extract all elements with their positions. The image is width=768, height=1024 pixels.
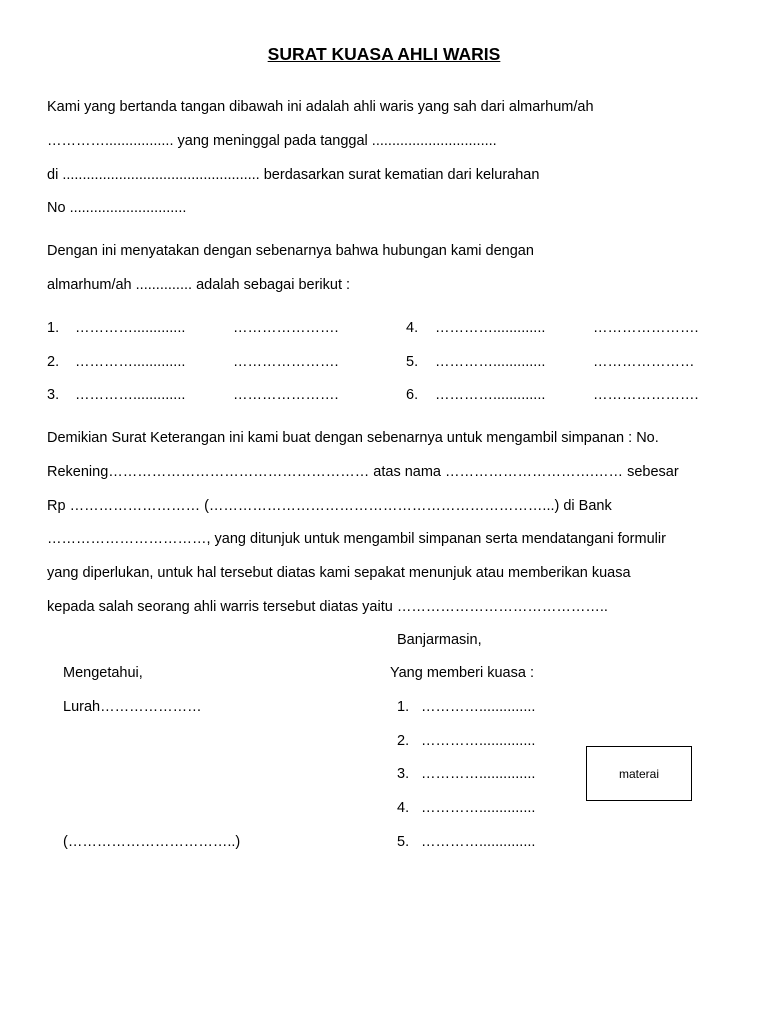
grantor-signature-line: …………..............: [421, 733, 536, 749]
paragraph2-line-2: almarhum/ah .............. adalah sebagai berikut :: [47, 277, 351, 293]
heir-name: ………….............: [75, 354, 186, 370]
heir-name: ………….............: [435, 320, 546, 336]
acknowledged-label: Mengetahui,: [63, 665, 143, 681]
paragraph1-line-2: …………................. yang meninggal pada tanggal ...............................: [47, 133, 497, 149]
heir-number: 5.: [406, 354, 419, 370]
heir-name: ………….............: [435, 387, 546, 403]
stamp-box: [586, 746, 692, 801]
grantor-label: Yang memberi kuasa :: [390, 665, 534, 681]
heir-number: 4.: [406, 320, 419, 336]
grantor-number: 1.: [397, 699, 410, 715]
grantor-signature-line: …………..............: [421, 834, 536, 850]
heir-number: 2.: [47, 354, 60, 370]
grantor-number: 3.: [397, 766, 410, 782]
paragraph3-line-5: yang diperlukan, untuk hal tersebut diatas kami sepakat menunjuk atau memberikan kuasa: [47, 565, 631, 581]
heir-number: 1.: [47, 320, 60, 336]
lurah-signature-line: (……………………………..): [63, 834, 241, 850]
grantor-number: 4.: [397, 800, 410, 816]
heir-relation: ………………….: [233, 354, 339, 370]
heir-relation: ………………….: [593, 320, 699, 336]
heir-name: ………….............: [75, 387, 186, 403]
grantor-number: 5.: [397, 834, 410, 850]
heir-name: ………….............: [75, 320, 186, 336]
paragraph1-line-4: No .............................: [47, 200, 187, 216]
paragraph1-line-1: Kami yang bertanda tangan dibawah ini adalah ahli waris yang sah dari almarhum/ah: [47, 99, 594, 115]
lurah-label: Lurah…………………: [63, 699, 202, 715]
heir-relation: ………………….: [233, 387, 339, 403]
paragraph3-line-3: Rp ……………………… (……………………………………………………………...) di Bank: [47, 498, 612, 514]
heir-relation: ………………….: [233, 320, 339, 336]
grantor-signature-line: …………..............: [421, 699, 536, 715]
paragraph1-line-3: di ................................................. berdasarkan surat kematian dari kelurahan: [47, 167, 540, 183]
grantor-signature-line: …………..............: [421, 800, 536, 816]
paragraph3-line-2: Rekening……………………………………………… atas nama ………………………….…… sebesar: [47, 464, 679, 480]
heir-number: 3.: [47, 387, 60, 403]
paragraph2-line-1: Dengan ini menyatakan dengan sebenarnya bahwa hubungan kami dengan: [47, 243, 534, 259]
grantor-number: 2.: [397, 733, 410, 749]
paragraph3-line-1: Demikian Surat Keterangan ini kami buat dengan sebenarnya untuk mengambil simpanan : No.: [47, 430, 659, 446]
paragraph3-line-6: kepada salah seorang ahli warris tersebut diatas yaitu ……………………………………..: [47, 599, 608, 615]
heir-relation: ………………….: [593, 387, 699, 403]
heir-number: 6.: [406, 387, 419, 403]
grantor-signature-line: …………..............: [421, 766, 536, 782]
place-label: Banjarmasin,: [397, 632, 482, 648]
paragraph3-line-4: ……………………………, yang ditunjuk untuk mengambil simpanan serta mendatangani formulir: [47, 531, 666, 547]
document-title: SURAT KUASA AHLI WARIS: [267, 44, 501, 64]
heir-relation: …………………: [593, 354, 695, 370]
stamp-label: materai: [618, 766, 659, 781]
heir-name: ………….............: [435, 354, 546, 370]
